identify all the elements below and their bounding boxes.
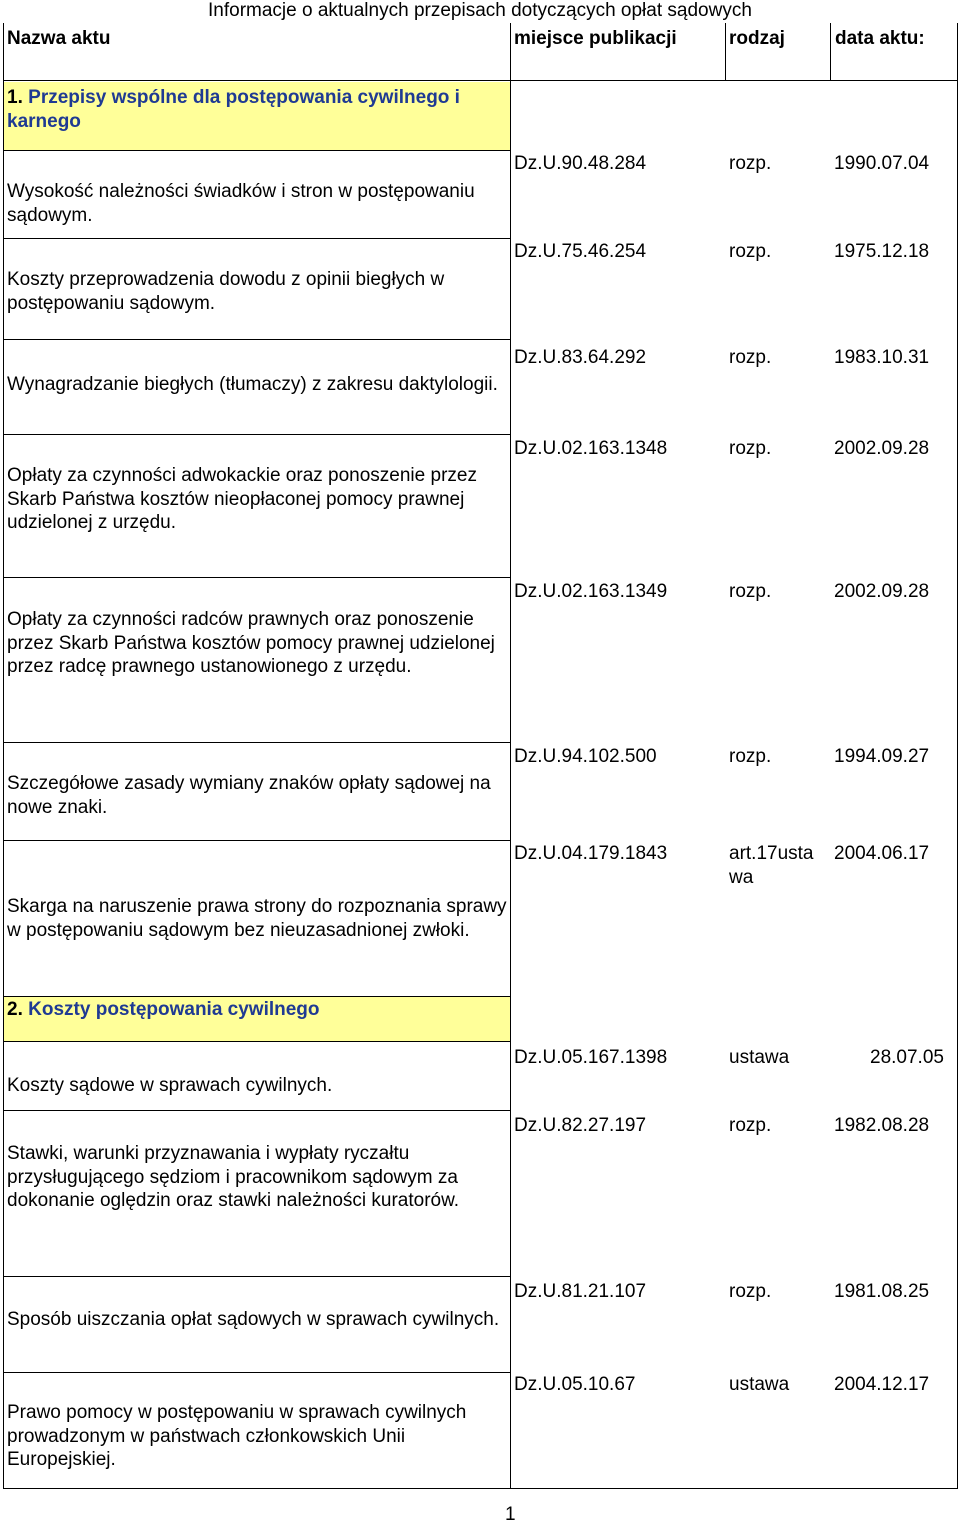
- type-cell: art.17usta wa: [729, 843, 814, 888]
- act-name: Opłaty za czynności radców prawnych oraz ponoszenie przez Skarb Państwa kosztów pomocy prawnej udzielonej przez radcę prawnego ustanowionego z urzędu.: [7, 609, 495, 677]
- act-name: Wysokość należności świadków i stron w postępowaniu sądowym.: [7, 181, 475, 226]
- act-name: Szczegółowe zasady wymiany znaków opłaty sądowej na nowe znaki.: [7, 773, 491, 818]
- publication-cell: Dz.U.83.64.292: [514, 347, 647, 368]
- publication-cell: Dz.U.94.102.500: [514, 746, 657, 767]
- act-name: Sposób uiszczania opłat sądowych w sprawach cywilnych.: [7, 1309, 500, 1330]
- row-separator: [3, 742, 510, 743]
- date-cell: 1994.09.27: [834, 746, 930, 767]
- act-name: Prawo pomocy w postępowaniu w sprawach cywilnych prowadzonym w państwach członkowskich Unii Europejskiej.: [7, 1402, 467, 1470]
- act-name: Stawki, warunki przyznawania i wypłaty ryczałtu przysługującego sędziom i pracownikom sądowym za dokonanie oględzin oraz stawki należności kuratorów.: [7, 1143, 460, 1211]
- section1-number: 1.: [7, 87, 23, 108]
- publication-cell: Dz.U.75.46.254: [514, 241, 647, 262]
- publication-cell: Dz.U.82.27.197: [514, 1115, 647, 1136]
- section1-title: Przepisy wspólne dla postępowania cywilnego i karnego: [7, 87, 460, 132]
- publication-cell: Dz.U.90.48.284: [514, 153, 647, 174]
- row-separator: [3, 434, 510, 435]
- row-separator: [3, 339, 510, 340]
- section2-heading: [7, 998, 320, 1022]
- act-name: Wynagradzanie biegłych (tłumaczy) z zakresu daktylologii.: [7, 374, 498, 395]
- row-separator: [3, 238, 510, 239]
- date-cell: 1982.08.28: [834, 1115, 930, 1136]
- page-title: Informacje o aktualnych przepisach dotyczących opłat sądowych: [208, 0, 752, 21]
- date-cell: 1990.07.04: [834, 153, 930, 174]
- date-cell: 1983.10.31: [834, 347, 930, 368]
- act-name: Skarga na naruszenie prawa strony do rozpoznania sprawy w postępowaniu sądowym bez nieuzasadnionej zwłoki.: [7, 896, 507, 941]
- type-cell: ustawa: [729, 1047, 790, 1068]
- row-separator: [3, 996, 510, 997]
- row-separator: [3, 1276, 510, 1277]
- type-cell: rozp.: [729, 581, 772, 602]
- date-cell: 2002.09.28: [834, 438, 930, 459]
- header-name: Nazwa aktu: [7, 28, 111, 49]
- act-name: Opłaty za czynności adwokackie oraz ponoszenie przez Skarb Państwa kosztów nieopłaconej pomocy prawnej udzielonej z urzędu.: [7, 465, 477, 533]
- column-divider-type: [725, 23, 726, 80]
- date-cell: 1975.12.18: [834, 241, 930, 262]
- type-cell: rozp.: [729, 347, 772, 368]
- table-border-right: [957, 23, 958, 1489]
- type-cell: rozp.: [729, 746, 772, 767]
- header-publication: miejsce publikacji: [514, 28, 677, 49]
- column-divider-date: [830, 23, 831, 80]
- type-cell: rozp.: [729, 1281, 772, 1302]
- date-cell: 28.07.05: [870, 1047, 944, 1068]
- row-separator: [3, 1041, 510, 1042]
- page-number: 1: [505, 1504, 516, 1525]
- publication-cell: Dz.U.05.10.67: [514, 1374, 636, 1395]
- date-cell: 2004.06.17: [834, 843, 930, 864]
- publication-cell: Dz.U.05.167.1398: [514, 1047, 668, 1068]
- header-type: rodzaj: [729, 28, 785, 49]
- publication-cell: Dz.U.04.179.1843: [514, 843, 668, 864]
- section2-title: Koszty postępowania cywilnego: [28, 999, 320, 1020]
- publication-cell: Dz.U.02.163.1348: [514, 438, 668, 459]
- date-cell: 1981.08.25: [834, 1281, 930, 1302]
- type-cell: rozp.: [729, 153, 772, 174]
- type-cell: rozp.: [729, 241, 772, 262]
- publication-cell: Dz.U.02.163.1349: [514, 581, 668, 602]
- header-date: data aktu:: [835, 28, 925, 49]
- type-cell: ustawa: [729, 1374, 790, 1395]
- date-cell: 2002.09.28: [834, 581, 930, 602]
- row-separator: [3, 1110, 510, 1111]
- header-separator: [3, 80, 958, 81]
- type-cell: rozp.: [729, 438, 772, 459]
- table-border-left: [3, 23, 4, 1489]
- section2-number: 2.: [7, 999, 23, 1020]
- date-cell: 2004.12.17: [834, 1374, 930, 1395]
- table-border-bottom: [3, 1488, 958, 1489]
- row-separator: [3, 840, 510, 841]
- act-name: Koszty sądowe w sprawach cywilnych.: [7, 1075, 333, 1096]
- publication-cell: Dz.U.81.21.107: [514, 1281, 647, 1302]
- act-name: Koszty przeprowadzenia dowodu z opinii biegłych w postępowaniu sądowym.: [7, 269, 445, 314]
- row-separator: [3, 577, 510, 578]
- row-separator: [3, 150, 510, 151]
- section1-heading: [7, 86, 502, 133]
- type-cell: rozp.: [729, 1115, 772, 1136]
- row-separator: [3, 1372, 510, 1373]
- column-divider-publication: [510, 23, 511, 1489]
